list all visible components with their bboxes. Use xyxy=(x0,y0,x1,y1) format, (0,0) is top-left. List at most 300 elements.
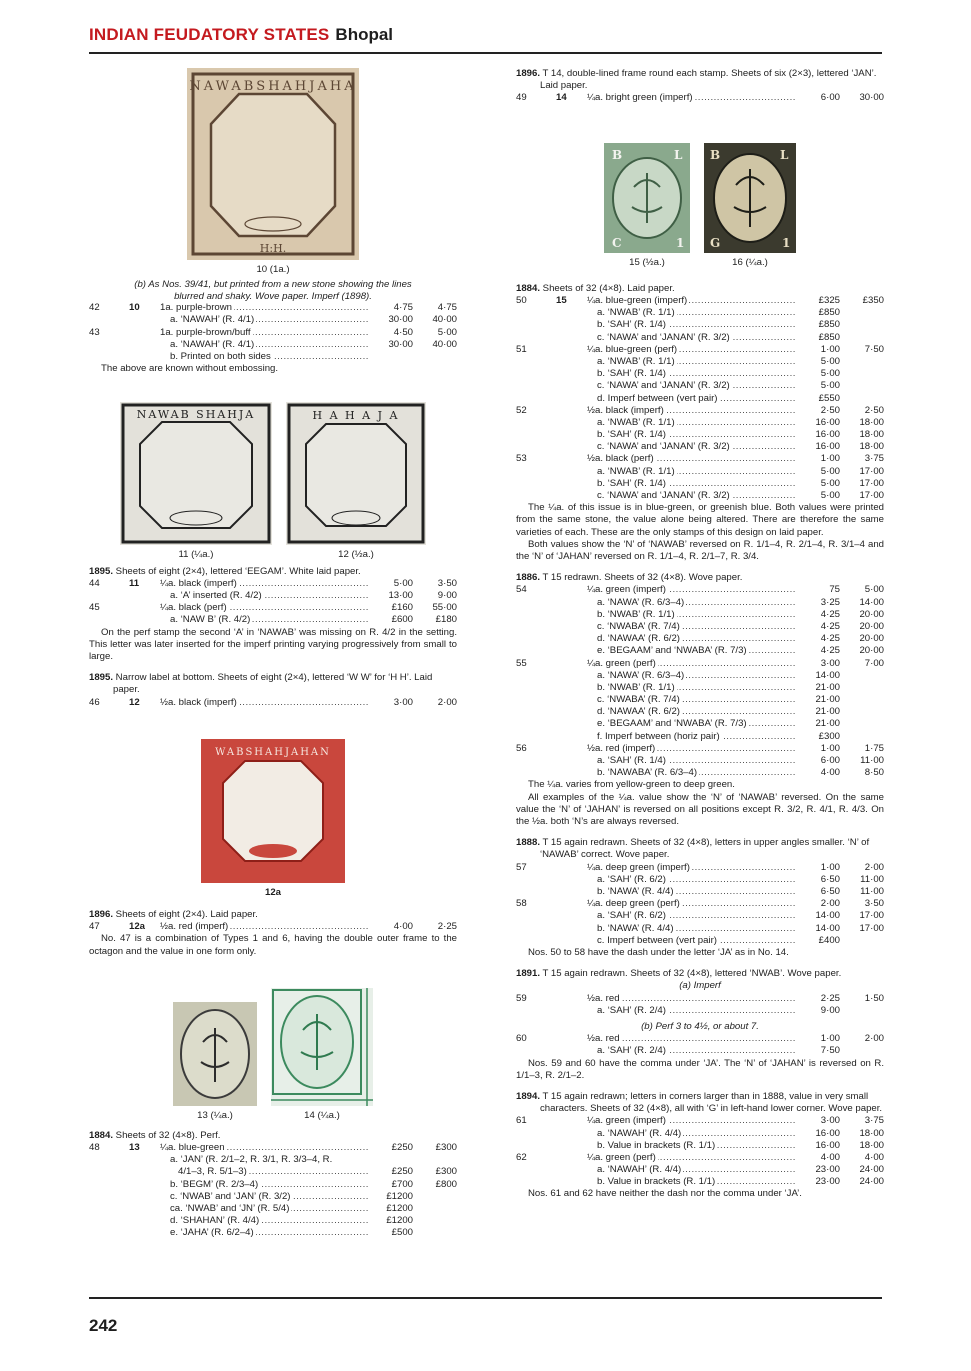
item-description-text: d. ‘NAWAA’ (R. 6/2) xyxy=(587,633,682,644)
item-description xyxy=(587,441,795,453)
svg-text:NAWABSHAHJAHA: NAWABSHAHJAHA xyxy=(189,79,357,94)
header-rule xyxy=(89,52,882,54)
item-description xyxy=(587,682,795,694)
type-number xyxy=(556,1115,587,1127)
catalogue-row xyxy=(516,718,884,730)
section-intro: Narrow label at bottom. Sheets of eight (2×4), lettered ‘W W’ for ‘H H’. Laid paper. xyxy=(113,672,433,696)
item-description-text: ½a. red (imperf) xyxy=(160,921,229,933)
catalogue-rows xyxy=(516,1033,884,1057)
catalogue-number xyxy=(516,923,556,935)
catalogue-row xyxy=(516,1164,884,1176)
type-number xyxy=(556,1164,587,1176)
catalogue-row xyxy=(89,1191,457,1203)
price-used xyxy=(413,1154,457,1166)
price-unused: 14·00 xyxy=(815,922,840,934)
price-unused: 21·00 xyxy=(815,694,840,706)
section-intro: (b) As Nos. 39/41, but printed from a new stone showing the lines blurred and shaky. Wove paper. Imperf (1898). xyxy=(134,279,412,302)
price-unused: 2·25 xyxy=(820,992,840,1004)
type-number xyxy=(556,453,587,465)
catalogue-row xyxy=(516,767,884,779)
section-1896-t14 xyxy=(516,68,884,105)
price-used: 14·00 xyxy=(859,596,884,608)
type-number: 11 xyxy=(129,577,140,589)
catalogue-row xyxy=(516,478,884,490)
price-used: 2·00 xyxy=(437,696,457,708)
type-number xyxy=(556,344,587,356)
price-used xyxy=(840,307,884,319)
catalogue-number xyxy=(516,886,556,898)
section-year: 1895. xyxy=(89,672,114,684)
price-unused: £850 xyxy=(818,319,840,331)
header-country: INDIAN FEUDATORY STATES xyxy=(89,25,330,44)
catalogue-row xyxy=(516,584,884,596)
price-unused: £700 xyxy=(391,1178,413,1190)
catalogue-row xyxy=(516,1045,884,1057)
item-description xyxy=(587,706,795,718)
type-number xyxy=(556,874,587,886)
catalogue-number: 58 xyxy=(516,898,527,910)
item-description xyxy=(160,302,368,314)
price-unused: 16·00 xyxy=(815,1127,840,1139)
footer-rule xyxy=(89,1297,882,1299)
type-number xyxy=(556,621,587,633)
catalogue-row xyxy=(516,658,884,670)
catalogue-number: 46 xyxy=(89,696,100,708)
catalogue-number xyxy=(516,1005,556,1017)
type-number xyxy=(556,584,587,596)
price-unused: 3·00 xyxy=(393,696,413,708)
section-note: On the perf stamp the second ‘A’ in ‘NAWAB’ was missing on R. 4/2 in the setting. This letter was later inserted for the imperf printing varying progressively from small to large. xyxy=(89,626,457,662)
type-number xyxy=(556,633,587,645)
item-description-text: a. ‘SAH’ (R. 2/4) xyxy=(587,1045,668,1056)
item-description xyxy=(587,356,795,368)
item-description xyxy=(160,1142,368,1154)
catalogue-row xyxy=(516,706,884,718)
item-description xyxy=(587,319,795,331)
item-description xyxy=(587,466,795,478)
price-used: 17·00 xyxy=(859,922,884,934)
price-unused: 21·00 xyxy=(815,681,840,693)
catalogue-row xyxy=(516,417,884,429)
price-unused: 4·25 xyxy=(820,645,840,657)
price-used: 2·00 xyxy=(864,1033,884,1045)
catalogue-row xyxy=(516,743,884,755)
price-used: 1·75 xyxy=(864,742,884,754)
item-description-text: c. ‘NWABA’ (R. 7/4) xyxy=(587,694,682,705)
item-description-text: ½a. black (perf) xyxy=(587,453,654,465)
price-used xyxy=(840,731,884,743)
type-number xyxy=(556,886,587,898)
section-1894 xyxy=(516,1091,884,1201)
type-number xyxy=(129,1179,160,1191)
type-number xyxy=(556,429,587,441)
item-description-text: c. ‘NWAB’ and ‘JAN’ (R. 3/2) xyxy=(160,1191,292,1202)
price-unused: £300 xyxy=(818,730,840,742)
item-description-text: a. ‘SAH’ (R. 6/2) xyxy=(587,874,668,885)
item-description xyxy=(587,633,795,645)
figure-11-12 xyxy=(89,402,457,561)
type-number xyxy=(129,590,160,602)
catalogue-row xyxy=(516,694,884,706)
item-description xyxy=(587,368,795,380)
section-note: No. 47 is a combination of Types 1 and 6, having the double outer frame to the octagon and the value in one form only. xyxy=(89,933,457,957)
catalogue-row xyxy=(89,1154,457,1166)
item-description-text: ¼a. black (imperf) xyxy=(160,577,237,589)
price-used: 5·00 xyxy=(437,326,457,338)
item-description-text: ¼a. deep green (imperf) xyxy=(587,861,690,873)
price-unused: 1·00 xyxy=(820,861,840,873)
item-description xyxy=(587,1140,795,1152)
item-description-text: b. ‘NWAB’ (R. 1/1) xyxy=(587,609,677,620)
price-used: 3·75 xyxy=(864,1115,884,1127)
item-description xyxy=(587,923,795,935)
catalogue-number: 44 xyxy=(89,577,100,589)
catalogue-number xyxy=(516,307,556,319)
type-number xyxy=(556,466,587,478)
price-unused: 5·00 xyxy=(820,490,840,501)
item-description-text: ¼a. blue-green xyxy=(160,1142,225,1154)
section-year: 1884. xyxy=(516,282,541,294)
item-description-text: a. ‘NWAB’ (R. 1/1) xyxy=(587,417,677,428)
price-unused: 5·00 xyxy=(820,368,840,380)
item-description-text: c. ‘NWABA’ (R. 7/4) xyxy=(587,621,682,632)
item-description-text: ½a. red (imperf) xyxy=(587,742,656,754)
item-description-text: a. ‘SAH’ (R. 2/4) xyxy=(587,1005,668,1016)
catalogue-number xyxy=(516,356,556,368)
item-description xyxy=(587,490,795,502)
item-description-text: c. ‘NAWA’ and ‘JANAN’ (R. 3/2) xyxy=(587,332,732,343)
price-used: 7·50 xyxy=(864,343,884,355)
type-number xyxy=(556,694,587,706)
catalogue-number: 56 xyxy=(516,742,527,754)
price-unused: £1200 xyxy=(386,1203,413,1215)
price-used: 24·00 xyxy=(859,1176,884,1188)
price-unused: 4·75 xyxy=(393,302,413,314)
item-description-text: ¼a. green (perf) xyxy=(587,1151,656,1163)
item-description-text: b. ‘BEGM’ (R. 2/3–4) xyxy=(160,1179,260,1190)
catalogue-row xyxy=(89,1227,457,1239)
item-description-text: a. ‘SAH’ (R. 6/2) xyxy=(587,910,668,921)
catalogue-row xyxy=(516,633,884,645)
catalogue-rows xyxy=(89,921,457,933)
catalogue-rows xyxy=(516,862,884,947)
item-description-text: ¼a. green (perf) xyxy=(587,657,656,669)
price-unused: 3·00 xyxy=(820,1115,840,1127)
item-description xyxy=(587,694,795,706)
catalogue-number: 53 xyxy=(516,453,527,465)
catalogue-row xyxy=(516,319,884,331)
price-unused: 75 xyxy=(829,584,840,596)
catalogue-number: 61 xyxy=(516,1115,527,1127)
stamp-12-image xyxy=(286,402,426,545)
item-description xyxy=(587,1164,795,1176)
section-note: Nos. 59 and 60 have the comma under ‘JA’. The ‘N’ of ‘JAHAN’ is reversed on R. 1/1–3, R. 2/1–2. xyxy=(516,1057,884,1081)
catalogue-rows xyxy=(516,92,884,104)
price-used: 18·00 xyxy=(859,1139,884,1151)
price-used xyxy=(413,1215,457,1227)
figure-13-caption: 13 (¼a.) xyxy=(197,1109,233,1121)
svg-text:B: B xyxy=(710,147,721,162)
section-note: The ¼a. varies from yellow-green to deep green. xyxy=(528,779,735,791)
catalogue-row xyxy=(516,898,884,910)
item-description xyxy=(587,658,795,670)
catalogue-row xyxy=(89,1203,457,1215)
item-description xyxy=(587,910,795,922)
item-description xyxy=(587,645,795,657)
catalogue-row xyxy=(516,935,884,947)
type-number xyxy=(556,1005,587,1017)
price-used: 18·00 xyxy=(859,1127,884,1139)
price-used: £300 xyxy=(435,1166,457,1178)
catalogue-row xyxy=(516,466,884,478)
catalogue-number: 48 xyxy=(89,1142,100,1154)
catalogue-row xyxy=(516,295,884,307)
catalogue-row xyxy=(89,1215,457,1227)
left-column xyxy=(89,68,457,1240)
item-description-text: a. ‘NAWAH’ (R. 4/4) xyxy=(587,1164,683,1175)
type-number xyxy=(129,327,160,339)
item-description xyxy=(160,1203,368,1215)
type-number xyxy=(556,706,587,718)
catalogue-number: 57 xyxy=(516,861,527,873)
item-description xyxy=(587,1033,795,1045)
section-1886 xyxy=(516,572,884,828)
price-used: 4·00 xyxy=(864,1151,884,1163)
price-used xyxy=(840,356,884,368)
catalogue-row xyxy=(516,682,884,694)
item-description-text: e. ‘BEGAAM’ and ‘NWABA’ (R. 7/3) xyxy=(587,718,749,729)
type-number xyxy=(129,602,160,614)
type-number: 15 xyxy=(556,295,567,306)
catalogue-row xyxy=(516,1152,884,1164)
item-description xyxy=(587,295,795,307)
price-used: 4·75 xyxy=(437,302,457,314)
catalogue-row xyxy=(516,393,884,405)
item-description xyxy=(587,1176,795,1188)
item-description xyxy=(160,614,368,626)
section-intro: Sheets of 32 (4×8). Perf. xyxy=(113,1129,221,1141)
item-description-text: ¼a. blue-green (imperf) xyxy=(587,295,688,306)
price-unused: £850 xyxy=(818,307,840,319)
catalogue-number xyxy=(89,1154,129,1166)
catalogue-row xyxy=(89,327,457,339)
item-description xyxy=(160,1215,368,1227)
type-number xyxy=(556,993,587,1005)
stamp-14-image xyxy=(271,988,373,1106)
item-description-text: b. Printed on both sides xyxy=(160,351,273,362)
catalogue-number xyxy=(89,1166,129,1178)
catalogue-number: 59 xyxy=(516,992,527,1004)
section-year: 1896. xyxy=(89,908,114,920)
catalogue-row xyxy=(516,490,884,502)
svg-text:C: C xyxy=(612,235,622,250)
item-description xyxy=(587,731,795,743)
price-used: 17·00 xyxy=(859,910,884,922)
price-used: 3·50 xyxy=(437,577,457,589)
type-number xyxy=(556,767,587,779)
price-unused: 7·50 xyxy=(820,1045,840,1057)
item-description xyxy=(587,862,795,874)
catalogue-row xyxy=(516,441,884,453)
type-number xyxy=(556,332,587,344)
catalogue-row xyxy=(516,862,884,874)
catalogue-number: 47 xyxy=(89,921,100,933)
type-number: 13 xyxy=(129,1142,140,1154)
section-note: The ¼a. of this issue is in blue-green, or greenish blue. Both values were printed from the same stone, the value alone being altered. There are therefore the same varieties of each. These are the only stamps of this design on laid paper. xyxy=(516,502,884,538)
item-description xyxy=(587,621,795,633)
type-number xyxy=(556,478,587,490)
section-1896 xyxy=(89,909,457,958)
header-state: Bhopal xyxy=(335,25,394,44)
price-unused: 13·00 xyxy=(388,589,413,601)
price-used: £800 xyxy=(435,1178,457,1190)
catalogue-number: 54 xyxy=(516,584,527,596)
type-number: 10 xyxy=(129,302,140,314)
catalogue-rows xyxy=(89,578,457,627)
type-number xyxy=(129,1154,160,1166)
catalogue-row xyxy=(516,92,884,104)
svg-text:L: L xyxy=(674,147,683,162)
section-note: Both values show the ‘N’ of ‘NAWAB’ reversed on R. 1/1–4, R. 2/1–4, R. 3/1–4 and the ‘N’ of ‘JAHAN’ reversed on R. 1/1–4, R. 2/1–7, R. 3/4. xyxy=(516,538,884,562)
price-unused: 1·00 xyxy=(820,742,840,754)
price-unused: £500 xyxy=(391,1227,413,1239)
price-used: 2·25 xyxy=(437,921,457,933)
catalogue-row xyxy=(516,1176,884,1188)
item-description xyxy=(587,1005,795,1017)
item-description xyxy=(587,670,795,682)
price-unused: £600 xyxy=(391,614,413,626)
figure-12-caption: 12 (½a.) xyxy=(338,549,374,561)
item-description xyxy=(587,597,795,609)
figure-15-caption: 15 (½a.) xyxy=(629,256,665,268)
item-description-text: a. ‘NWAB’ (R. 1/1) xyxy=(587,356,677,367)
type-number xyxy=(556,417,587,429)
catalogue-number: 50 xyxy=(516,295,527,306)
subheading-imperf: (a) Imperf xyxy=(679,980,721,992)
price-used: 55·00 xyxy=(432,602,457,614)
item-description-text: a. ‘NWAB’ (R. 1/1) xyxy=(587,307,677,318)
item-description xyxy=(587,755,795,767)
item-description xyxy=(160,1179,368,1191)
catalogue-row xyxy=(516,344,884,356)
catalogue-number xyxy=(89,1227,129,1239)
price-used xyxy=(840,694,884,706)
price-unused: 2·50 xyxy=(820,404,840,416)
section-1895-a xyxy=(89,566,457,664)
stamp-10-image xyxy=(187,68,359,260)
catalogue-row xyxy=(516,886,884,898)
type-number xyxy=(556,755,587,767)
catalogue-number xyxy=(516,609,556,621)
price-unused: 21·00 xyxy=(815,706,840,718)
item-description xyxy=(587,478,795,490)
type-number xyxy=(129,614,160,626)
figure-12a xyxy=(89,739,457,899)
section-note: The above are known without embossing. xyxy=(101,363,279,375)
section-intro: T 14, double-lined frame round each stamp. Sheets of six (2×3), lettered ‘JAN’. Laid paper. xyxy=(540,68,877,92)
item-description-text: a. ‘A’ inserted (R. 4/2) xyxy=(160,590,264,601)
catalogue-number xyxy=(516,755,556,767)
type-number xyxy=(129,1191,160,1203)
figure-12a-caption: 12a xyxy=(264,886,281,898)
price-unused: £325 xyxy=(818,295,840,306)
item-description-text: e. ‘JAHA’ (R. 6/2–4) xyxy=(160,1227,256,1238)
price-unused: 5·00 xyxy=(820,465,840,477)
section-1898 xyxy=(89,279,457,375)
figure-15-16 xyxy=(516,143,884,269)
type-number xyxy=(556,682,587,694)
section-year: 1884. xyxy=(89,1129,114,1141)
catalogue-row xyxy=(516,910,884,922)
catalogue-number xyxy=(516,910,556,922)
catalogue-rows xyxy=(516,1115,884,1188)
catalogue-number xyxy=(516,682,556,694)
catalogue-row xyxy=(89,614,457,626)
type-number xyxy=(556,718,587,730)
item-description-text: ¼a. bright green (imperf) xyxy=(587,92,693,104)
price-unused: £1200 xyxy=(386,1190,413,1202)
type-number xyxy=(556,743,587,755)
item-description xyxy=(160,351,368,363)
catalogue-row xyxy=(89,602,457,614)
type-number xyxy=(556,307,587,319)
item-description-text: a. ‘SAH’ (R. 1/4) xyxy=(587,755,668,766)
type-number xyxy=(556,368,587,380)
price-used: 40·00 xyxy=(432,338,457,350)
catalogue-row xyxy=(516,356,884,368)
price-unused: 3·25 xyxy=(820,596,840,608)
price-used: 5·00 xyxy=(864,584,884,596)
item-description-text: ½a. black (imperf) xyxy=(587,404,664,416)
catalogue-number xyxy=(516,621,556,633)
item-description xyxy=(587,344,795,356)
section-intro: T 15 again redrawn. Sheets of 32 (4×8), letters in upper angles smaller. ‘N’ of ‘NAWAB’ correct. Wove paper. xyxy=(540,837,870,861)
item-description-text: b. ‘NAWABA’ (R. 6/3–4) xyxy=(587,767,699,778)
price-used: 20·00 xyxy=(859,633,884,645)
type-number xyxy=(129,1203,160,1215)
catalogue-row xyxy=(516,429,884,441)
item-description-text: b. ‘NWAB’ (R. 1/1) xyxy=(587,682,677,693)
price-used xyxy=(413,351,457,363)
section-intro: Sheets of eight (2×4). Laid paper. xyxy=(113,908,258,920)
svg-text:G: G xyxy=(710,235,721,250)
item-description-text: a. ‘NAWAH’ (R. 4/4) xyxy=(587,1128,683,1139)
price-used xyxy=(840,706,884,718)
item-description-text: b. ‘NAWA’ (R. 4/4) xyxy=(587,886,676,897)
price-unused: 16·00 xyxy=(815,441,840,453)
catalogue-row xyxy=(89,921,457,933)
catalogue-number xyxy=(89,314,129,326)
svg-text:WABSHAHJAHAN: WABSHAHJAHAN xyxy=(215,746,331,758)
price-used: 8·50 xyxy=(864,767,884,779)
item-description-text: e. ‘BEGAAM’ and ‘NWABA’ (R. 7/3) xyxy=(587,645,749,656)
price-used: 18·00 xyxy=(859,441,884,453)
section-intro: Sheets of eight (2×4), lettered ‘EEGAM’. White laid paper. xyxy=(113,565,361,577)
catalogue-number xyxy=(89,1179,129,1191)
catalogue-number xyxy=(516,706,556,718)
item-description-text: c. ‘NAWA’ and ‘JANAN’ (R. 3/2) xyxy=(587,490,732,501)
type-number xyxy=(556,910,587,922)
type-number xyxy=(129,339,160,351)
svg-text:1: 1 xyxy=(782,235,791,250)
figure-11-caption: 11 (¼a.) xyxy=(178,549,214,561)
catalogue-number xyxy=(516,597,556,609)
item-description-text: b. Value in brackets (R. 1/1) xyxy=(587,1176,717,1187)
price-used: 18·00 xyxy=(859,416,884,428)
type-number xyxy=(556,393,587,405)
price-unused: 4·25 xyxy=(820,620,840,632)
type-number xyxy=(556,923,587,935)
